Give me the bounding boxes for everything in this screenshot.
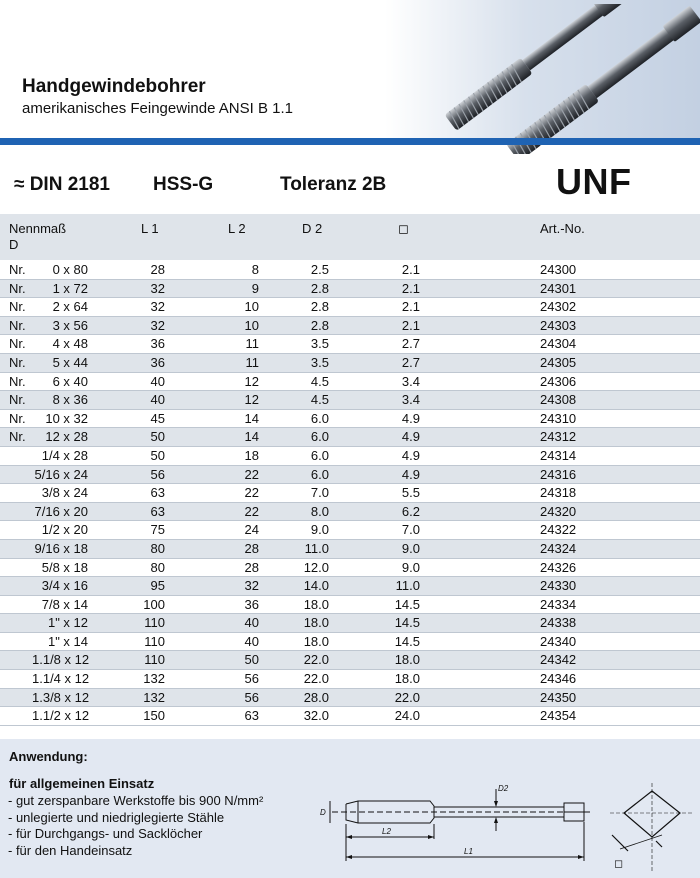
cell-d2: 14.0 (303, 578, 329, 594)
tap-tools-photo (430, 4, 700, 154)
table-row (0, 410, 700, 429)
cell-d2: 3.5 (310, 354, 329, 370)
application-section (0, 739, 700, 878)
cell-l1: 63 (150, 485, 165, 501)
cell-art: 24338 (540, 615, 577, 631)
cell-sq: 9.0 (401, 540, 420, 556)
cell-art: 24326 (540, 559, 577, 575)
cell-sq: 14.5 (394, 615, 420, 631)
svg-text:L1: L1 (464, 847, 473, 856)
cell-art: 24340 (540, 633, 577, 649)
cell-l1: 80 (150, 559, 165, 575)
table-row (0, 707, 700, 726)
page-subtitle: amerikanisches Feingewinde ANSI B 1.1 (22, 100, 293, 117)
table-row (0, 521, 700, 540)
cell-l2: 14 (244, 429, 259, 445)
cell-l2: 9 (251, 280, 259, 296)
cell-l1: 110 (144, 652, 165, 668)
table-row (0, 298, 700, 317)
table-header (0, 214, 700, 260)
cell-d2: 4.5 (310, 373, 329, 389)
cell-d2: 22.0 (303, 671, 329, 687)
cell-size: 5 x 44 (52, 354, 88, 370)
cell-size: 1" x 14 (47, 633, 88, 649)
svg-text:D: D (320, 808, 326, 817)
cell-l2: 18 (244, 447, 259, 463)
table-row (0, 261, 700, 280)
cell-d2: 6.0 (310, 466, 329, 482)
usage-title: für allgemeinen Einsatz (9, 776, 155, 791)
cell-sq: 4.9 (401, 447, 420, 463)
table-row (0, 633, 700, 652)
cell-art: 24342 (540, 652, 577, 668)
cell-l1: 40 (150, 392, 165, 408)
cell-art: 24316 (540, 466, 577, 482)
cell-sq: 18.0 (394, 671, 420, 687)
header-l2: L 2 (228, 221, 246, 236)
cell-art: 24306 (540, 373, 577, 389)
cell-art: 24320 (540, 503, 577, 519)
cell-sq: 3.4 (401, 392, 420, 408)
cell-l1: 110 (144, 633, 165, 649)
table-row (0, 577, 700, 596)
cell-sq: 11.0 (395, 578, 420, 594)
table-row (0, 484, 700, 503)
cell-d2: 9.0 (310, 522, 329, 538)
cell-l1: 100 (143, 596, 165, 612)
cell-l2: 36 (244, 596, 259, 612)
table-row (0, 596, 700, 615)
cell-l2: 22 (244, 503, 259, 519)
cell-size: 1 x 72 (52, 280, 88, 296)
cell-l1: 132 (143, 689, 165, 705)
table-row (0, 391, 700, 410)
cell-l2: 12 (244, 373, 259, 389)
tap-dimension-drawing (312, 779, 600, 875)
cell-sq: 2.1 (401, 280, 420, 296)
cell-sq: 2.1 (401, 299, 420, 315)
cell-nr: Nr. (9, 354, 26, 370)
cell-nr: Nr. (9, 317, 26, 333)
cell-sq: 5.5 (401, 485, 420, 501)
cell-d2: 18.0 (303, 633, 329, 649)
cell-size: 1" x 12 (47, 615, 88, 631)
cell-sq: 2.1 (401, 317, 420, 333)
cell-d2: 32.0 (303, 708, 329, 724)
cell-l2: 28 (244, 559, 259, 575)
cell-art: 24334 (540, 596, 577, 612)
cell-l2: 24 (244, 522, 259, 538)
tolerance-label: Toleranz 2B (280, 174, 387, 195)
cell-nr: Nr. (9, 280, 26, 296)
cell-l2: 12 (244, 392, 259, 408)
cell-size: 3/4 x 16 (41, 578, 88, 594)
header-nennmass: Nennmaß D (9, 221, 67, 252)
table-row (0, 317, 700, 336)
cell-sq: 22.0 (394, 689, 420, 705)
application-title: Anwendung: (9, 749, 88, 764)
cell-size: 3/8 x 24 (41, 485, 88, 501)
usage-list (8, 793, 263, 859)
cell-art: 24354 (540, 708, 577, 724)
cell-art: 24310 (540, 410, 577, 426)
table-row (0, 670, 700, 689)
cell-l1: 36 (150, 336, 165, 352)
cell-l2: 14 (244, 410, 259, 426)
cell-size: 6 x 40 (52, 373, 88, 389)
cell-d2: 6.0 (310, 410, 329, 426)
cell-l1: 95 (150, 578, 165, 594)
cell-l1: 36 (150, 354, 165, 370)
cell-size: 2 x 64 (52, 299, 88, 315)
cell-d2: 2.8 (310, 280, 329, 296)
header-l1: L 1 (141, 221, 159, 236)
header-d2: D 2 (302, 221, 323, 236)
cell-l2: 11 (245, 336, 259, 352)
cell-l2: 10 (244, 317, 259, 333)
cell-l2: 22 (244, 466, 259, 482)
cell-sq: 18.0 (394, 652, 420, 668)
cell-sq: 4.9 (401, 466, 420, 482)
cell-d2: 18.0 (303, 596, 329, 612)
cell-l2: 22 (244, 485, 259, 501)
list-item: - für Durchgangs- und Sacklöcher (8, 826, 203, 841)
cell-nr: Nr. (9, 410, 26, 426)
cell-l1: 50 (150, 447, 165, 463)
cell-nr: Nr. (9, 299, 26, 315)
cell-l2: 56 (244, 671, 259, 687)
table-row (0, 503, 700, 522)
cell-sq: 14.5 (394, 633, 420, 649)
cell-nr: Nr. (9, 373, 26, 389)
cell-art: 24303 (540, 317, 577, 333)
cell-d2: 8.0 (310, 503, 329, 519)
cell-size: 1.1/8 x 12 (32, 652, 90, 668)
cell-l2: 50 (244, 652, 259, 668)
header-artno: Art.-No. (540, 221, 585, 236)
cell-sq: 24.0 (394, 708, 420, 724)
cell-art: 24330 (540, 578, 577, 594)
cell-art: 24308 (540, 392, 577, 408)
cell-l2: 56 (244, 689, 259, 705)
cell-art: 24312 (540, 429, 577, 445)
cell-l1: 80 (150, 540, 165, 556)
cell-d2: 18.0 (303, 615, 329, 631)
cell-size: 3 x 56 (52, 317, 88, 333)
cell-art: 24300 (540, 262, 577, 277)
cell-l1: 150 (143, 708, 165, 724)
cell-d2: 3.5 (310, 336, 329, 352)
cell-size: 10 x 32 (45, 410, 88, 426)
cell-d2: 2.8 (310, 317, 329, 333)
cell-art: 24302 (540, 299, 577, 315)
cell-d2: 6.0 (310, 429, 329, 445)
cell-d2: 7.0 (310, 485, 329, 501)
thread-series: UNF (556, 161, 632, 202)
cell-art: 24322 (540, 522, 577, 538)
svg-text:◻: ◻ (614, 858, 624, 870)
cell-size: 0 x 80 (52, 262, 88, 277)
cell-l1: 50 (150, 429, 165, 445)
table-row (0, 614, 700, 633)
cell-l1: 56 (150, 466, 165, 482)
table-row (0, 559, 700, 578)
cell-sq: 2.1 (401, 262, 420, 277)
cell-size: 1/2 x 20 (41, 522, 88, 538)
cell-art: 24305 (540, 354, 577, 370)
cell-art: 24304 (540, 336, 577, 352)
cell-d2: 2.8 (310, 299, 329, 315)
cell-l2: 40 (244, 633, 259, 649)
table-row (0, 354, 700, 373)
header-divider (0, 138, 700, 145)
cell-sq: 9.0 (401, 559, 420, 575)
cell-sq: 14.5 (394, 596, 420, 612)
svg-text:D2: D2 (498, 784, 509, 793)
cell-size: 12 x 28 (45, 429, 88, 445)
cell-art: 24318 (540, 485, 577, 501)
cell-nr: Nr. (9, 336, 26, 352)
cell-size: 9/16 x 18 (34, 540, 88, 556)
cell-art: 24346 (540, 671, 577, 687)
cell-d2: 2.5 (310, 262, 329, 277)
cell-sq: 2.7 (401, 354, 420, 370)
cell-size: 8 x 36 (52, 392, 88, 408)
cell-d2: 22.0 (303, 652, 329, 668)
cell-l1: 40 (150, 373, 165, 389)
cell-l2: 8 (251, 262, 259, 277)
cell-size: 7/8 x 14 (41, 596, 88, 612)
cell-l2: 11 (245, 354, 259, 370)
page-title: Handgewindebohrer (22, 76, 206, 97)
cell-d2: 28.0 (303, 689, 329, 705)
cell-l2: 32 (244, 578, 259, 594)
cell-l2: 28 (244, 540, 259, 556)
cell-size: 1/4 x 28 (41, 447, 88, 463)
cell-l1: 28 (150, 262, 165, 277)
din-standard: ≈ DIN 2181 (14, 174, 110, 195)
cell-l1: 110 (144, 615, 165, 631)
cell-d2: 12.0 (303, 559, 329, 575)
table-row (0, 540, 700, 559)
cell-d2: 6.0 (310, 447, 329, 463)
cell-art: 24314 (540, 447, 577, 463)
cell-art: 24324 (540, 540, 577, 556)
header-square: ◻ (398, 221, 409, 236)
cell-sq: 7.0 (401, 522, 420, 538)
list-item: - gut zerspanbare Werkstoffe bis 900 N/mm² (8, 793, 264, 808)
cell-l1: 32 (150, 299, 165, 315)
cell-size: 5/16 x 24 (34, 466, 88, 482)
cell-sq: 6.2 (401, 503, 420, 519)
table-row (0, 280, 700, 299)
list-item: - unlegierte und niedriglegierte Stähle (8, 809, 225, 825)
cell-nr: Nr. (9, 392, 26, 408)
cell-sq: 4.9 (401, 429, 420, 445)
cell-art: 24301 (540, 280, 577, 296)
cell-d2: 11.0 (304, 540, 329, 556)
table-row (0, 689, 700, 708)
cell-l1: 32 (150, 280, 165, 296)
table-row (0, 466, 700, 485)
square-drive-diagram (610, 783, 694, 873)
cell-l1: 75 (150, 522, 165, 538)
cell-art: 24350 (540, 689, 577, 705)
table-body (0, 261, 700, 726)
cell-sq: 4.9 (401, 410, 420, 426)
cell-size: 1.1/2 x 12 (32, 708, 90, 724)
cell-size: 1.3/8 x 12 (32, 689, 90, 705)
list-item: - für den Handeinsatz (8, 842, 133, 858)
cell-l2: 63 (244, 708, 259, 724)
cell-l1: 132 (143, 671, 165, 687)
cell-size: 5/8 x 18 (41, 559, 88, 575)
cell-size: 4 x 48 (52, 336, 88, 352)
cell-nr: Nr. (9, 429, 26, 445)
table-row (0, 447, 700, 466)
table-row (0, 335, 700, 354)
cell-l2: 10 (244, 299, 259, 315)
cell-l1: 45 (150, 410, 165, 426)
cell-l1: 32 (150, 317, 165, 333)
cell-l1: 63 (150, 503, 165, 519)
cell-l2: 40 (244, 615, 259, 631)
cell-d2: 4.5 (310, 392, 329, 408)
cell-sq: 2.7 (401, 336, 420, 352)
cell-nr: Nr. (9, 262, 26, 277)
table-row (0, 428, 700, 447)
svg-text:L2: L2 (382, 827, 391, 836)
cell-size: 1.1/4 x 12 (32, 671, 90, 687)
cell-size: 7/16 x 20 (34, 503, 88, 519)
table-row (0, 651, 700, 670)
material-label: HSS-G (153, 174, 214, 195)
table-row (0, 373, 700, 392)
cell-sq: 3.4 (401, 373, 420, 389)
